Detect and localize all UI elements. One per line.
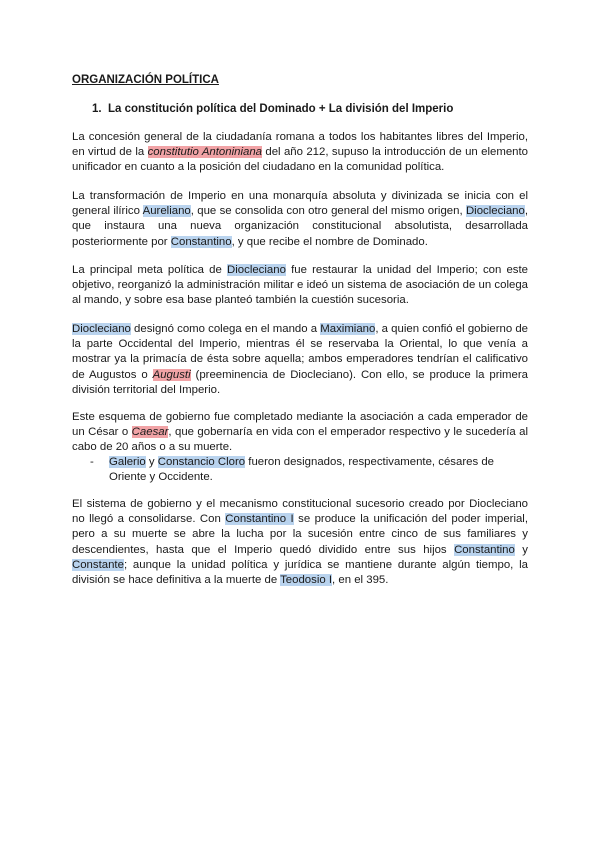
highlight-constitutio: constitutio Antoniniana: [147, 146, 262, 159]
highlight-constantino: Constantino: [454, 543, 515, 556]
text-run: fue restaurar la unidad del Imperio; con este objetivo, reorganizó la administración militar e ideó un sistema de asociación de un colega al mando, y sobre esa base planteó también la cuestión sucesoria.: [72, 264, 529, 307]
text-run: , y que recibe el nombre de Dominado.: [231, 235, 428, 248]
bullet-dash: -: [90, 456, 94, 468]
section-number: 1.: [92, 103, 102, 115]
highlight-diocleciano: Diocleciano: [72, 323, 131, 335]
text-run: , que se consolida con otro general del mismo origen,: [190, 205, 466, 218]
highlight-augusti: Augusti: [152, 368, 191, 381]
highlight-constantino-i: Constantino I: [225, 513, 294, 526]
document-title: ORGANIZACIÓN POLÍTICA: [72, 74, 219, 86]
text-run: , a quien confió el gobierno de la parte Occidental del Imperio, mientras él se reservaba la Oriental, lo que venía a mostrar ya la primacía de ésta sobre aquella; ambos emperadores tendrían el calificativo de Augustos o: [72, 323, 528, 381]
paragraph-1: [72, 130, 528, 176]
text-run: La principal meta política de: [72, 264, 228, 276]
section-title: La constitución política del Dominado + La división del Imperio: [108, 103, 454, 115]
text-run: y: [514, 543, 528, 556]
section-heading: [92, 102, 453, 117]
text-run: , en el 395.: [332, 574, 389, 587]
highlight-maximiano: Maximiano: [320, 323, 376, 335]
paragraph-3: [72, 263, 528, 309]
text-run: Este esquema de gobierno fue completado mediante la asociación a cada emperador de un César o: [72, 411, 528, 439]
highlight-diocleciano: Diocleciano: [465, 205, 525, 218]
text-run: designó como colega en el mando a: [130, 323, 321, 335]
highlight-constancio-cloro: Constancio Cloro: [157, 456, 246, 468]
paragraph-4: [72, 322, 528, 398]
text-run: El sistema de gobierno y el mecanismo constitucional sucesorio creado por Diocleciano no llegó a consolidarse. Con: [72, 498, 528, 526]
text-run: fueron designados, respectivamente, césares de Oriente y Occidente.: [109, 456, 494, 484]
paragraph-6: [72, 497, 528, 588]
text-run: del año 212, supuso la introducción de un elemento unificador en cuanto a la posición del ciudadano en la comunidad política.: [72, 146, 528, 174]
text-run: La concesión general de la ciudadanía romana a todos los habitantes libres del Imperio, en virtud de la: [72, 131, 528, 159]
text-run: ; aunque la unidad política y jurídica se mantiene durante algún tiempo, la división se hace definitiva a la muerte de: [72, 558, 528, 587]
text-run: , que instaura una nueva organización constitucional absolutista, desarrollada posteriormente por: [72, 205, 529, 248]
paragraph-2: [72, 189, 528, 250]
text-run: (preeminencia de Diocleciano). Con ello, se produce la primera división territorial del Imperio.: [72, 368, 528, 396]
text-run: La transformación de Imperio en una monarquía absoluta y divinizada se inicia con el general ilírico: [72, 190, 528, 218]
text-run: , que gobernaría en vida con el emperador respectivo y le sucedería al cabo de 20 años o a su muerte.: [72, 426, 528, 454]
highlight-constante: Constante: [72, 558, 124, 571]
highlight-diocleciano: Diocleciano: [227, 264, 286, 276]
bullet-text: [109, 455, 527, 485]
highlight-constantino: Constantino: [170, 235, 232, 248]
text-run: y: [145, 456, 158, 468]
paragraph-5: [72, 410, 528, 456]
highlight-aureliano: Aureliano: [142, 205, 191, 218]
highlight-teodosio-i: Teodosio I: [280, 574, 333, 587]
text-run: se produce la unificación del poder imperial, pero a su muerte se abre la lucha por la sucesión entre cinco de sus familiares y descendientes, hasta que el Imperio quedó dividido entre sus hijos: [72, 513, 529, 556]
highlight-caesar: Caesar: [131, 426, 169, 439]
highlight-galerio: Galerio: [109, 456, 146, 468]
